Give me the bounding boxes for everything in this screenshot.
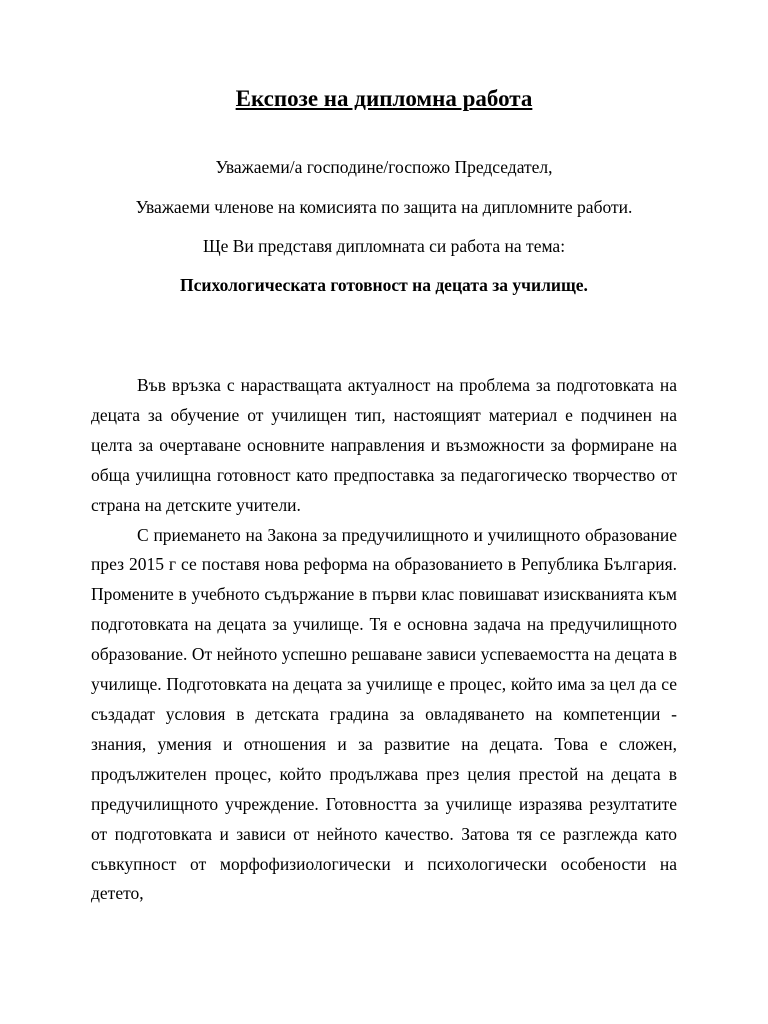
- thesis-topic: Психологическата готовност на децата за училище.: [180, 275, 588, 295]
- greeting-chair: Уважаеми/а господине/госпожо Председател,: [215, 157, 553, 177]
- body-text: [91, 371, 677, 909]
- document-title: Експозе на дипломна работа: [235, 86, 533, 111]
- paragraph-1: Във връзка с нарастващата актуалност на проблема за подготовката на децата за обучение от училищен тип, настоящият материал е подчинен на целта за очертаване основните направления и възможности за формиране на обща училищна готовност като предпоставка за педагогическо творчество от страна на детските учители.: [91, 375, 677, 515]
- greeting-members: Уважаеми членове на комисията по защита на дипломните работи.: [135, 197, 633, 217]
- intro-line: Ще Ви представя дипломната си работа на тема:: [202, 236, 566, 256]
- paragraph-2: С приемането на Закона за предучилищното и училищното образование през 2015 г се поставя нова реформа на образованието в Република България. Промените в учебното съдържание в първи клас повишават изискванията към подготовката на децата за училище. Тя е основна задача на предучилищното образование. От нейното успешно решаване зависи успеваемостта на децата в училище. Подготовката на децата за училище е процес, който има за цел да се създадат условия в детската градина за овладяването на компетенции - знания, умения и отношения и за развитие на децата. Това е сложен, продължителен процес, който продължава през целия престой на децата в предучилищното учреждение. Готовността за училище изразява резултатите от подготовката и зависи от нейното качество. Затова тя се разглежда като съвкупност от морфофизиологически и психологически особености на детето,: [91, 524, 677, 904]
